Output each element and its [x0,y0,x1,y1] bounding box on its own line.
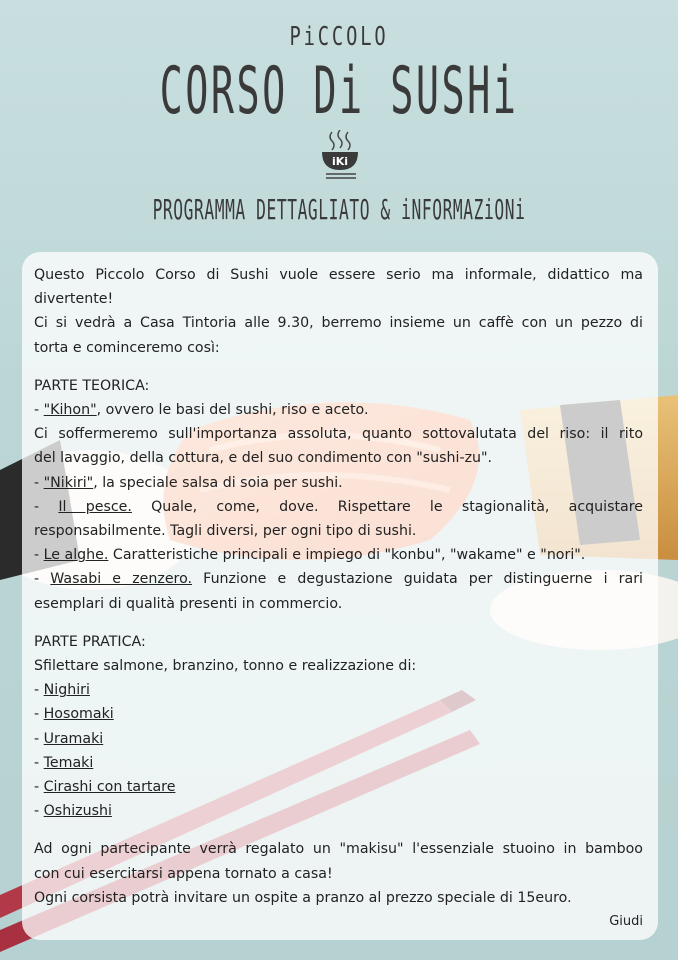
theory-item-fish: - Il pesce. Quale, come, dove. Rispettare le stagionalità, acquistare [34,498,643,515]
header [0,0,678,250]
practice-item: - Cirashi con tartare [34,779,176,796]
practice-heading: PARTE PRATICA: [34,633,146,650]
closing-line-2: con cui esercitarsi appena tornato a casa! [34,865,333,882]
signature: Giudi [609,914,643,930]
intro-line-1: Questo Piccolo Corso di Sushi vuole essere serio ma informale, didattico ma [34,267,643,283]
algae-link[interactable]: Le alghe. [43,547,109,564]
practice-link-uramaki[interactable]: Uramaki [43,730,104,747]
theory-item-wasabi: - Wasabi e zenzero. Funzione e degustazione guidata per distinguerne i rari [34,571,643,588]
practice-link-hosomaki[interactable]: Hosomaki [43,706,114,723]
practice-item: - Hosomaki [34,706,114,723]
practice-link-cirashi[interactable]: Cirashi con tartare [43,779,176,796]
practice-item: - Oshizushi [34,803,112,820]
practice-intro: Sfilettare salmone, branzino, tonno e realizzazione di: [34,658,417,675]
steaming-bowl-with-chopsticks-logo-icon [318,130,362,182]
subtitle: PROGRAMMA DETTAGLIATO & iNFORMAZiONi [152,193,526,226]
intro-line-2: divertente! [34,291,114,308]
intro-line-4: torta e cominceremo così: [34,339,220,356]
theory-item-kihon: - "Kihon", ovvero le basi del sushi, riso e aceto. [34,402,369,419]
practice-link-nighiri[interactable]: Nighiri [43,682,90,699]
practice-link-oshizushi[interactable]: Oshizushi [43,803,112,820]
closing-line-3: Ogni corsista potrà invitare un ospite a pranzo al prezzo speciale di 15euro. [34,889,572,906]
rice-line-2: del lavaggio, della cottura, e del suo condimento con "sushi-zu". [34,450,493,467]
fish-line-2: responsabilmente. Tagli diversi, per ogni tipo di sushi. [34,523,417,540]
fish-link[interactable]: Il pesce. [58,498,132,515]
logo-text: iKi [331,155,349,168]
theory-item-nikiri: - "Nikiri", la speciale salsa di soia per sushi. [34,474,343,491]
closing-line-1: Ad ogni partecipante verrà regalato un "makisu" l'essenziale stuoino in bamboo [34,841,643,858]
title-small: PiCCOLO [289,22,389,52]
intro-line-3: Ci si vedrà a Casa Tintoria alle 9.30, berremo insieme un caffè con un pezzo di [34,315,643,332]
title-big: CORSO Di SUSHi [159,52,519,129]
kihon-link[interactable]: "Kihon" [43,402,97,419]
rice-line-1: Ci soffermeremo sull'importanza assoluta, quanto sottovalutata del riso: il rito [34,426,643,443]
practice-item: - Temaki [34,754,94,771]
program-text [34,263,643,934]
practice-link-temaki[interactable]: Temaki [43,754,94,771]
wasabi-link[interactable]: Wasabi e zenzero. [50,571,193,588]
wasabi-line-2: esemplari di qualità presenti in commercio. [34,595,343,612]
practice-item: - Nighiri [34,682,90,699]
theory-item-algae: - Le alghe. Caratteristiche principali e impiego di "konbu", "wakame" e "nori". [34,547,586,564]
nikiri-link[interactable]: "Nikiri" [43,474,94,491]
practice-item: - Uramaki [34,730,104,747]
theory-heading: PARTE TEORICA: [34,377,150,394]
